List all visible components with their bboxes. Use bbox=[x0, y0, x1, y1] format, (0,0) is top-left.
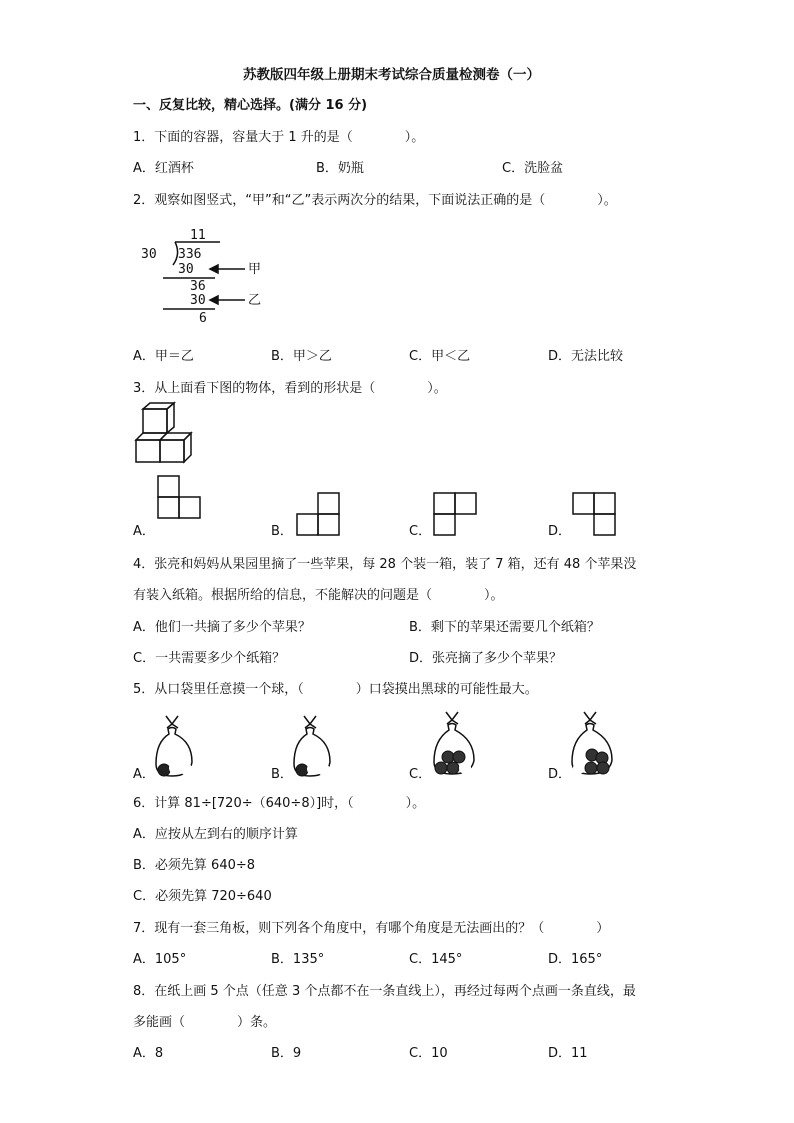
long-division-figure bbox=[135, 222, 275, 327]
q3-option-c[interactable]: C． bbox=[409, 524, 432, 539]
cube-stack-figure bbox=[133, 405, 203, 467]
q3-stem: 3．从上面看下图的物体，看到的形状是（ ）。 bbox=[133, 381, 447, 396]
q2-option-b[interactable]: B．甲＞乙 bbox=[271, 349, 332, 364]
q5-stem: 5．从口袋里任意摸一个球，（ ）口袋摸出黑球的可能性最大。 bbox=[133, 682, 538, 697]
q5-bag-b bbox=[288, 712, 338, 780]
q5-option-d[interactable]: D． bbox=[548, 767, 572, 782]
q5-bag-a bbox=[150, 712, 200, 780]
division-remainder: 6 bbox=[199, 311, 207, 326]
q4-option-a[interactable]: A．他们一共摘了多少个苹果？ bbox=[133, 620, 311, 635]
q5-option-b[interactable]: B． bbox=[271, 767, 293, 782]
q2-option-d[interactable]: D．无法比较 bbox=[548, 349, 624, 364]
q1-option-b[interactable]: B．奶瓶 bbox=[316, 161, 364, 176]
division-divisor: 30 bbox=[141, 247, 157, 262]
q2-stem: 2．观察如图竖式，“甲”和“乙”表示两次分的结果，下面说法正确的是（ ）。 bbox=[133, 193, 617, 208]
division-quotient: 11 bbox=[190, 228, 206, 243]
q3-option-d[interactable]: D． bbox=[548, 524, 572, 539]
q4-option-b[interactable]: B．剩下的苹果还需要几个纸箱？ bbox=[409, 620, 600, 635]
q5-option-a[interactable]: A． bbox=[133, 767, 155, 782]
q7-option-a[interactable]: A．105° bbox=[133, 952, 187, 967]
q7-stem: 7．现有一套三角板，则下列各个角度中，有哪个角度是无法画出的？（ ） bbox=[133, 921, 610, 936]
q6-option-a[interactable]: A．应按从左到右的顺序计算 bbox=[133, 827, 298, 842]
page-title: 苏教版四年级上册期末考试综合质量检测卷（一） bbox=[243, 67, 540, 83]
division-row1: 30 bbox=[178, 262, 194, 277]
q8-option-c[interactable]: C．10 bbox=[409, 1046, 448, 1061]
q6-option-b[interactable]: B．必须先算 640÷8 bbox=[133, 858, 256, 873]
q8-option-b[interactable]: B．9 bbox=[271, 1046, 302, 1061]
q3-shape-d bbox=[572, 492, 617, 537]
section-heading: 一、反复比较，精心选择。(满分 16 分) bbox=[133, 98, 368, 113]
division-dividend: 336 bbox=[178, 247, 202, 262]
q2-option-a[interactable]: A．甲＝乙 bbox=[133, 349, 194, 364]
q3-shape-c bbox=[433, 492, 478, 537]
q4-option-d[interactable]: D．张亮摘了多少个苹果？ bbox=[409, 651, 563, 666]
division-row2: 36 bbox=[190, 279, 206, 294]
division-row3: 30 bbox=[190, 293, 206, 308]
q8-stem-line2: 多能画（ ）条。 bbox=[133, 1015, 277, 1030]
q7-option-d[interactable]: D．165° bbox=[548, 952, 603, 967]
q3-option-a[interactable]: A． bbox=[133, 524, 155, 539]
q5-option-c[interactable]: C． bbox=[409, 767, 432, 782]
q4-option-c[interactable]: C．一共需要多少个纸箱？ bbox=[133, 651, 286, 666]
q1-option-a[interactable]: A．红酒杯 bbox=[133, 161, 194, 176]
q5-bag-c bbox=[428, 708, 480, 780]
q8-stem-line1: 8．在纸上画 5 个点（任意 3 个点都不在一条直线上），再经过每两个点画一条直线，最 bbox=[133, 984, 636, 999]
q6-stem: 6．计算 81÷[720÷（640÷8）]时，（ ）。 bbox=[133, 796, 426, 811]
q7-option-b[interactable]: B．135° bbox=[271, 952, 325, 967]
q8-option-a[interactable]: A．8 bbox=[133, 1046, 164, 1061]
q1-option-c[interactable]: C．洗脸盆 bbox=[502, 161, 564, 176]
label-jia: 甲 bbox=[248, 262, 262, 277]
q3-shape-a bbox=[157, 475, 202, 520]
q7-option-c[interactable]: C．145° bbox=[409, 952, 463, 967]
q6-option-c[interactable]: C．必须先算 720÷640 bbox=[133, 889, 272, 904]
q2-option-c[interactable]: C．甲＜乙 bbox=[409, 349, 471, 364]
label-yi: 乙 bbox=[248, 293, 262, 308]
q3-shape-b bbox=[296, 492, 341, 537]
q4-stem-line2: 有装入纸箱。根据所给的信息，不能解决的问题是（ ）。 bbox=[133, 588, 504, 603]
q3-option-b[interactable]: B． bbox=[271, 524, 293, 539]
q1-stem: 1．下面的容器，容量大于 1 升的是（ ）。 bbox=[133, 130, 425, 145]
q8-option-d[interactable]: D．11 bbox=[548, 1046, 588, 1061]
q4-stem-line1: 4．张亮和妈妈从果园里摘了一些苹果，每 28 个装一箱，装了 7 箱，还有 48 个苹果没 bbox=[133, 557, 637, 572]
q5-bag-d bbox=[566, 708, 618, 780]
